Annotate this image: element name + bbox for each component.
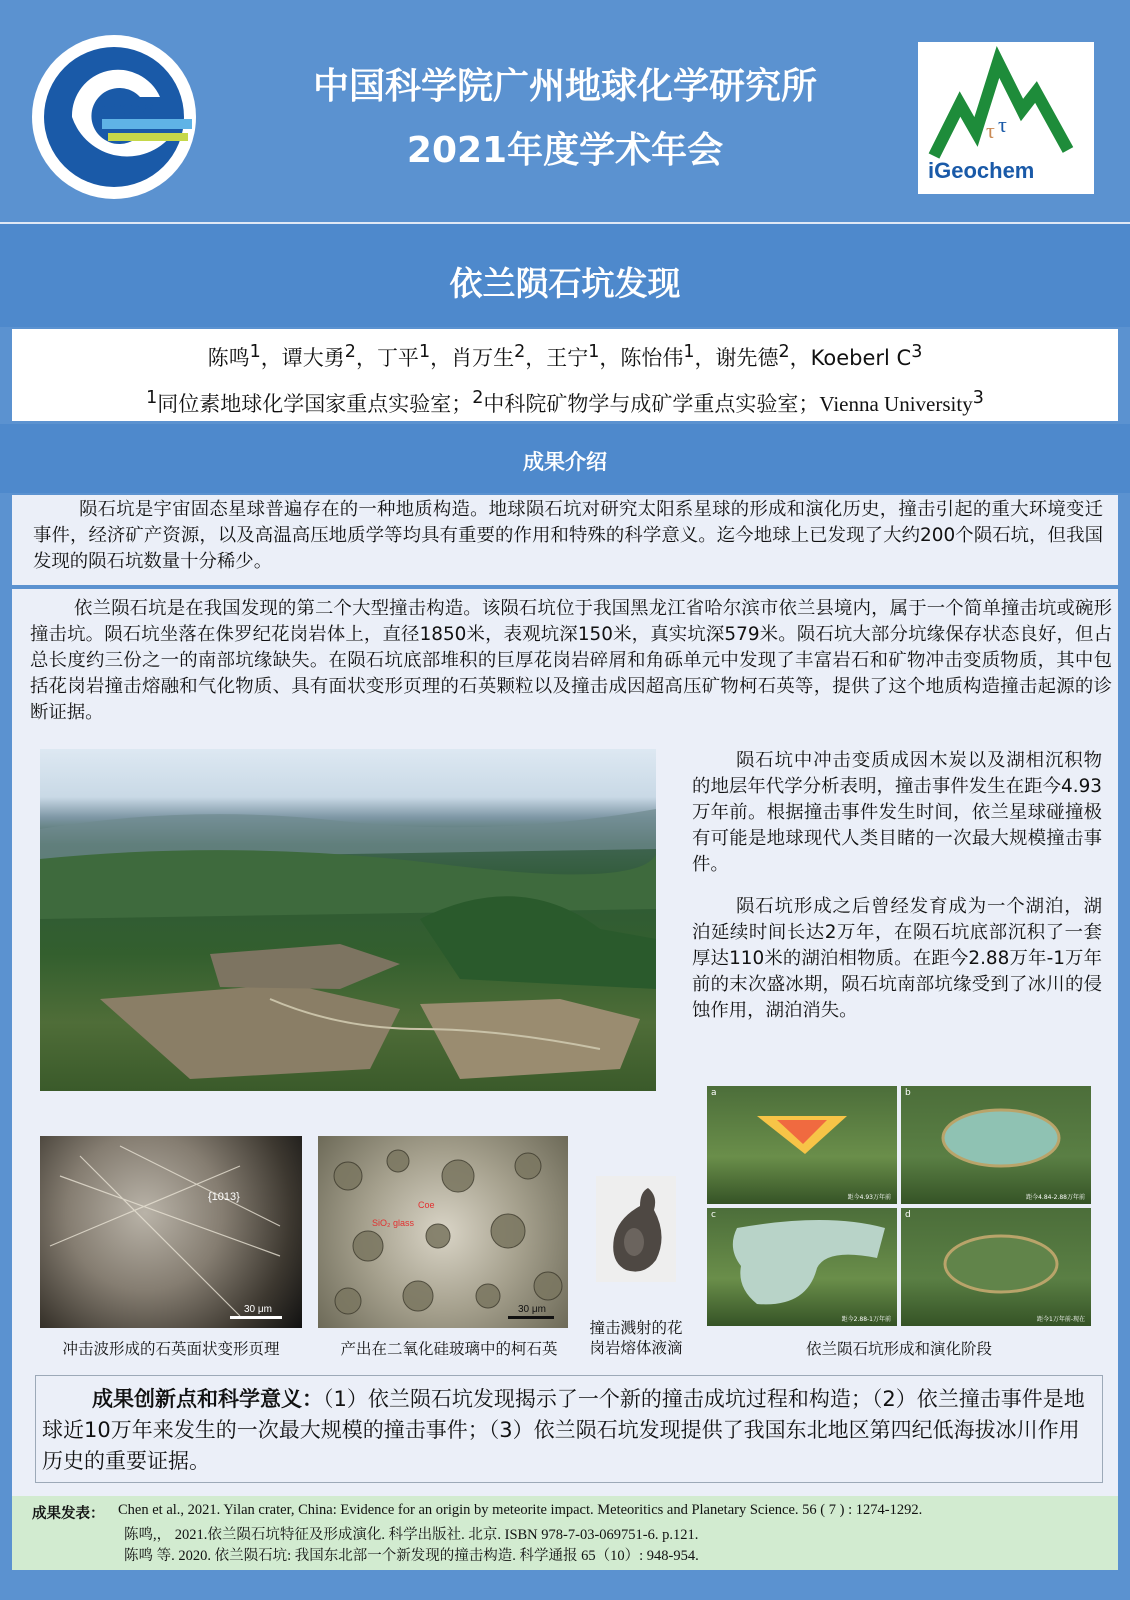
quartz-plane-label: {1013} [208,1191,240,1203]
affiliation-1: 同位素地球化学国家重点实验室； [157,392,473,416]
evolution-panel-d [901,1208,1091,1326]
author-separator: ， [525,346,547,370]
author-name: 谭大勇 [281,346,345,370]
author-name: 陈怡伟 [620,346,684,370]
crater-lake-illustration [901,1086,1091,1204]
conclusions-text [42,1384,1094,1477]
igeochem-logo [918,42,1094,194]
discovery-paragraph: 依兰陨石坑是在我国发现的第二个大型撞击构造。该陨石坑位于我国黑龙江省哈尔滨市依兰县境内，属于一个简单撞击坑或碗形撞击坑。陨石坑坐落在侏罗纪花岗岩体上，直径1850米，表观坑深150米，真实坑深579米。陨石坑大部分坑缘保存状态良好，但占总长度约三份之一的南部坑缘缺失。在陨石坑底部堆积的巨厚花岗岩碎屑和角砾单元中发现了丰富岩石和矿物冲击变质物质，其中包括花岗岩撞击熔融和气化物质、具有面状变形页理的石英颗粒以及撞击成因超高压矿物柯石英等，提供了这个地质构造撞击起源的诊断证据。 [30,598,1112,723]
affiliation-2: 中科院矿物学与成矿学重点实验室； [483,392,820,416]
panel-label-d: 距今1万年前-现在 [1037,1316,1085,1323]
present-crater-illustration [901,1208,1091,1326]
melt-droplet-illustration [596,1176,676,1282]
author-affiliation-sup: 2 [778,342,790,362]
crater-aerial-photo [40,749,656,1091]
logo-tau-symbol-2: τ [998,112,1007,137]
author-affiliation-sup: 1 [249,342,261,362]
section-title: 成果介绍 [523,450,607,474]
melt-caption-line1: 撞击溅射的花 [589,1319,683,1337]
author-list [12,342,1118,372]
lake-paragraph: 陨石坑形成之后曾经发育成为一个湖泊，湖泊延续时间长达2万年，在陨石坑底部沉积了一套厚达110米的湖泊相物质。在距今2.88万年-1万年前的末次盛冰期，陨石坑南部坑缘受到了冰川的侵蚀作用，湖泊消失。 [692,896,1102,1021]
author-affiliation-sup: 2 [344,342,356,362]
coesite-scale-bar [508,1316,554,1319]
coesite-micrograph [318,1136,568,1328]
author-separator: ， [355,346,377,370]
author-separator: ， [430,346,452,370]
dating-paragraph: 陨石坑中冲击变质成因木炭以及湖相沉积物的地层年代学分析表明，撞击事件发生在距今4.93万年前。根据撞击事件发生时间，依兰星球碰撞极有可能是地球现代人类目睹的一次最大规模撞击事件。 [692,750,1102,875]
coesite-scale-label: 30 μm [518,1304,546,1315]
panel-letter-c: c [711,1210,716,1220]
author-name: 陈鸣 [207,346,250,370]
author-name: 肖万生 [451,346,515,370]
conclusions-heading: 成果创新点和科学意义： [92,1387,323,1411]
gigcas-logo-text: GIGCAS [94,101,154,118]
author-affiliation-sup: 1 [683,342,695,362]
affiliation-sup-2: 2 [472,388,484,408]
author-affiliation-sup: 3 [911,342,923,362]
affiliation-sup-3: 3 [972,388,984,408]
meeting-name: 2021年度学术年会 [406,130,724,171]
impact-fireball-illustration [707,1086,897,1204]
affiliation-3: Vienna University [819,392,973,416]
panel-letter-d: d [905,1210,911,1220]
igeochem-logo-text: iGeochem [928,158,1035,183]
author-separator: ， [694,346,716,370]
author-affiliation-sup: 2 [514,342,526,362]
gigcas-logo-mark [32,35,196,199]
affiliation-sup-1: 1 [146,388,158,408]
evolution-caption: 依兰陨石坑形成和演化阶段 [805,1340,992,1358]
intro-paragraph: 陨石坑是宇宙固态星球普遍存在的一种地质构造。地球陨石坑对研究太阳系星球的形成和演化历史，撞击引起的重大环境变迁事件，经济矿产资源，以及高温高压地质学等均具有重要的作用和特殊的科学意义。迄今地球上已发现了大约200个陨石坑，但我国发现的陨石坑数量十分稀少。 [33,499,1103,572]
institute-name: 中国科学院广州地球化学研究所 [312,66,817,107]
crater-aerial-illustration [40,749,656,1091]
author-name: 王宁 [546,346,589,370]
author-separator: ， [789,346,811,370]
logo-tau-symbol: τ [986,118,995,143]
panel-label-a: 距今4.93万年前 [847,1194,891,1201]
melt-caption-line2: 岗岩熔体液滴 [589,1339,683,1357]
panel-label-c: 距今2.88-1万年前 [841,1316,891,1323]
melt-droplet-photo [596,1176,676,1282]
reference-item: Chen et al., 2021. Yilan crater, China: Evidence for an origin by meteorite impact. Meteoritics and Planetary Science. 56 ( 7 ) : 1274-1292. [118,1502,923,1518]
conclusions-body: （1）依兰陨石坑发现揭示了一个新的撞击成坑过程和构造；（2）依兰撞击事件是地球近10万年来发生的一次最大规模的撞击事件；（3）依兰陨石坑发现提供了我国东北地区第四纪低海拔冰川作用历史的重要证据。 [42,1387,1085,1473]
coesite-micrograph-illustration [318,1136,568,1328]
quartz-scale-bar [230,1316,282,1319]
quartz-scale-label: 30 μm [244,1304,272,1315]
quartz-micrograph-illustration [40,1136,302,1328]
affiliation-list [12,388,1118,418]
melt-caption [586,1318,686,1358]
reference-item: 陈鸣,， 2021.依兰陨石坑特征及形成演化. 科学出版社. 北京. ISBN 978-7-03-069751-6. p.121. [124,1527,699,1543]
author-separator: ， [599,346,621,370]
igeochem-logo-mark [918,42,1094,194]
reference-item: 陈鸣 等. 2020. 依兰陨石坑: 我国东北部一个新发现的撞击构造. 科学通报 65（10）: 948-954. [124,1548,699,1564]
references-label: 成果发表： [32,1506,105,1522]
panel-letter-a: a [711,1088,717,1098]
evolution-panel-a [707,1086,897,1204]
coesite-label: Coe [418,1200,435,1210]
gigcas-logo [32,35,196,199]
author-affiliation-sup: 1 [588,342,600,362]
quartz-pdf-micrograph [40,1136,302,1328]
author-name: 丁平 [376,346,419,370]
panel-label-b: 距今4.84-2.88万年前 [1026,1194,1085,1201]
author-name: Koeberl C [810,346,912,370]
author-name: 谢先德 [715,346,779,370]
glacier-illustration [707,1208,897,1326]
silica-glass-label: SiO₂ glass [372,1218,415,1228]
poster-title: 依兰陨石坑发现 [449,264,681,303]
author-affiliation-sup: 1 [418,342,431,362]
evolution-panel-b [901,1086,1091,1204]
panel-letter-b: b [905,1088,911,1098]
coesite-caption: 产出在二氧化硅玻璃中的柯石英 [340,1340,558,1358]
author-separator: ， [260,346,282,370]
quartz-caption: 冲击波形成的石英面状变形页理 [62,1340,280,1358]
evolution-panel-c [707,1208,897,1326]
